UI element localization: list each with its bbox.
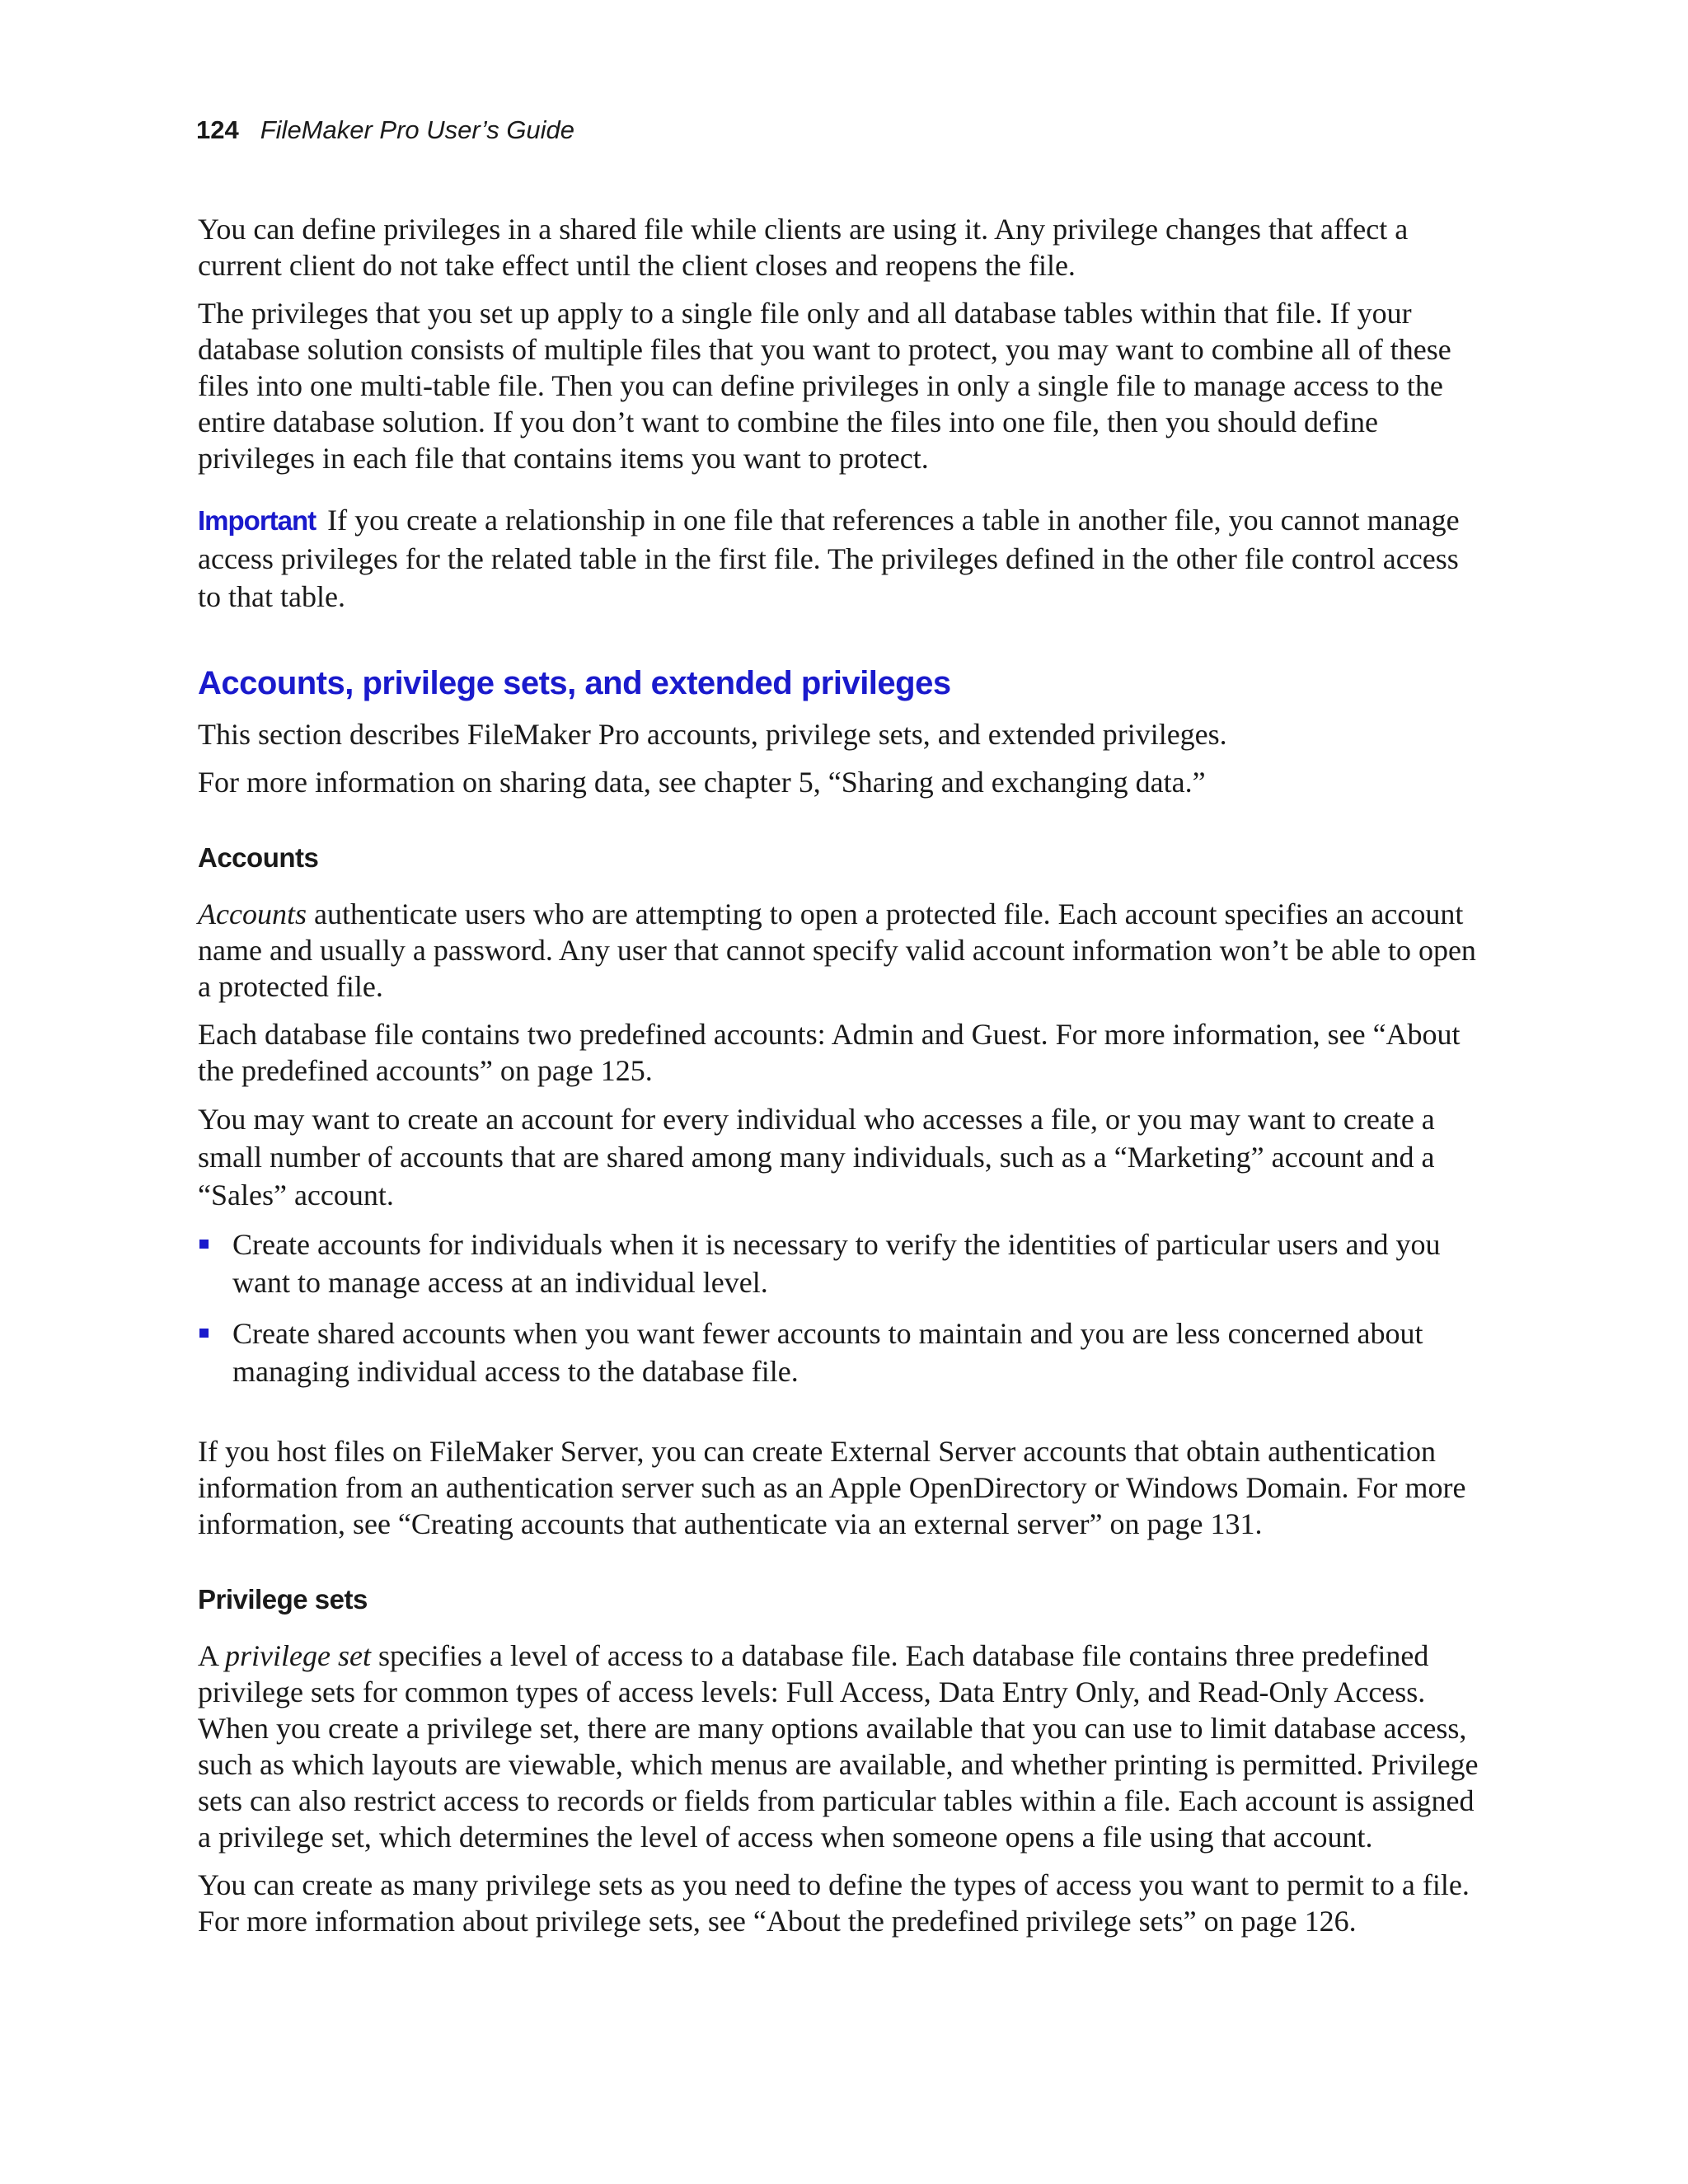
list-item-text: Create accounts for individuals when it is necessary to verify the identities of particular users and you want to manage access at an individual level.	[232, 1228, 1441, 1299]
privilege-sets-heading: Privilege sets	[198, 1584, 368, 1615]
section-paragraph-2: For more information on sharing data, see chapter 5, “Sharing and exchanging data.”	[198, 766, 1206, 799]
section-paragraph-1: This section describes FileMaker Pro accounts, privilege sets, and extended privileges.	[198, 718, 1227, 751]
privilege-sets-paragraph-1	[198, 1638, 1484, 1855]
page-content	[198, 211, 1484, 1951]
intro-paragraph-2: The privileges that you set up apply to a single file only and all database tables within that file. If your database solution consists of multiple files that you want to protect, you may want to combine all of these files into one multi-table file. Then you can define privileges in only a single file to manage access to the entire database solution. If you don’t want to combine the files into one file, then you should define privileges in each file that contains items you want to protect.	[198, 297, 1451, 475]
privilege-sets-paragraph-2: You can create as many privilege sets as you need to define the types of access you want to permit to a file. For more information about privilege sets, see “About the predefined privilege sets” on page 126.	[198, 1868, 1470, 1938]
accounts-paragraph-3: You may want to create an account for every individual who accesses a file, or you may want to create a small number of accounts that are shared among many individuals, such as a “Marketing” account and a “Sales” account.	[198, 1103, 1435, 1212]
accounts-paragraph-4: If you host files on FileMaker Server, you can create External Server accounts that obtain authentication information from an authentication server such as an Apple OpenDirectory or Windows Domain. For more information, see “Creating accounts that authenticate via an external server” on page 131.	[198, 1435, 1466, 1540]
accounts-paragraph-2: Each database file contains two predefined accounts: Admin and Guest. For more information, see “About the predefined accounts” on page 125.	[198, 1018, 1461, 1087]
accounts-heading: Accounts	[198, 842, 319, 873]
accounts-paragraph-1	[198, 896, 1484, 1005]
important-text: If you create a relationship in one file that references a table in another file, you cannot manage access privileges for the related table in the first file. The privileges defined in the other file control access to that table.	[198, 504, 1460, 613]
privilege-sets-prefix: A	[198, 1639, 226, 1672]
important-label: Important	[198, 505, 316, 536]
intro-paragraph-1: You can define privileges in a shared file while clients are using it. Any privilege changes that affect a current client do not take effect until the client closes and reopens the file.	[198, 213, 1409, 282]
running-title: FileMaker Pro User’s Guide	[260, 115, 575, 144]
privilege-set-term: privilege set	[225, 1639, 371, 1672]
bullet-square-icon	[199, 1329, 209, 1338]
accounts-bullet-list	[198, 1226, 1484, 1390]
bullet-square-icon	[199, 1240, 209, 1249]
list-item	[198, 1315, 1484, 1390]
accounts-term: Accounts	[198, 898, 307, 930]
section-heading: Accounts, privilege sets, and extended privileges	[198, 665, 951, 701]
list-item-text: Create shared accounts when you want fewer accounts to maintain and you are less concerned about managing individual access to the database file.	[232, 1317, 1423, 1388]
privilege-sets-paragraph-1-text: specifies a level of access to a database file. Each database file contains three predefined privilege sets for common types of access levels: Full Access, Data Entry Only, and Read-Only Access. When you create a privilege set, there are many options available that you can use to limit database access, such as which layouts are viewable, which menus are available, and whether printing is permitted. Privilege sets can also restrict access to records or fields from particular tables within a file. Each account is assigned a privilege set, which determines the level of access when someone opens a file using that account.	[198, 1639, 1479, 1854]
page-number: 124	[196, 115, 239, 144]
list-item	[198, 1226, 1484, 1301]
accounts-paragraph-1-text: authenticate users who are attempting to open a protected file. Each account specifies an account name and usually a password. Any user that cannot specify valid account information won’t be able to open a protected file.	[198, 898, 1476, 1003]
important-note	[198, 501, 1484, 616]
running-header	[196, 115, 574, 145]
